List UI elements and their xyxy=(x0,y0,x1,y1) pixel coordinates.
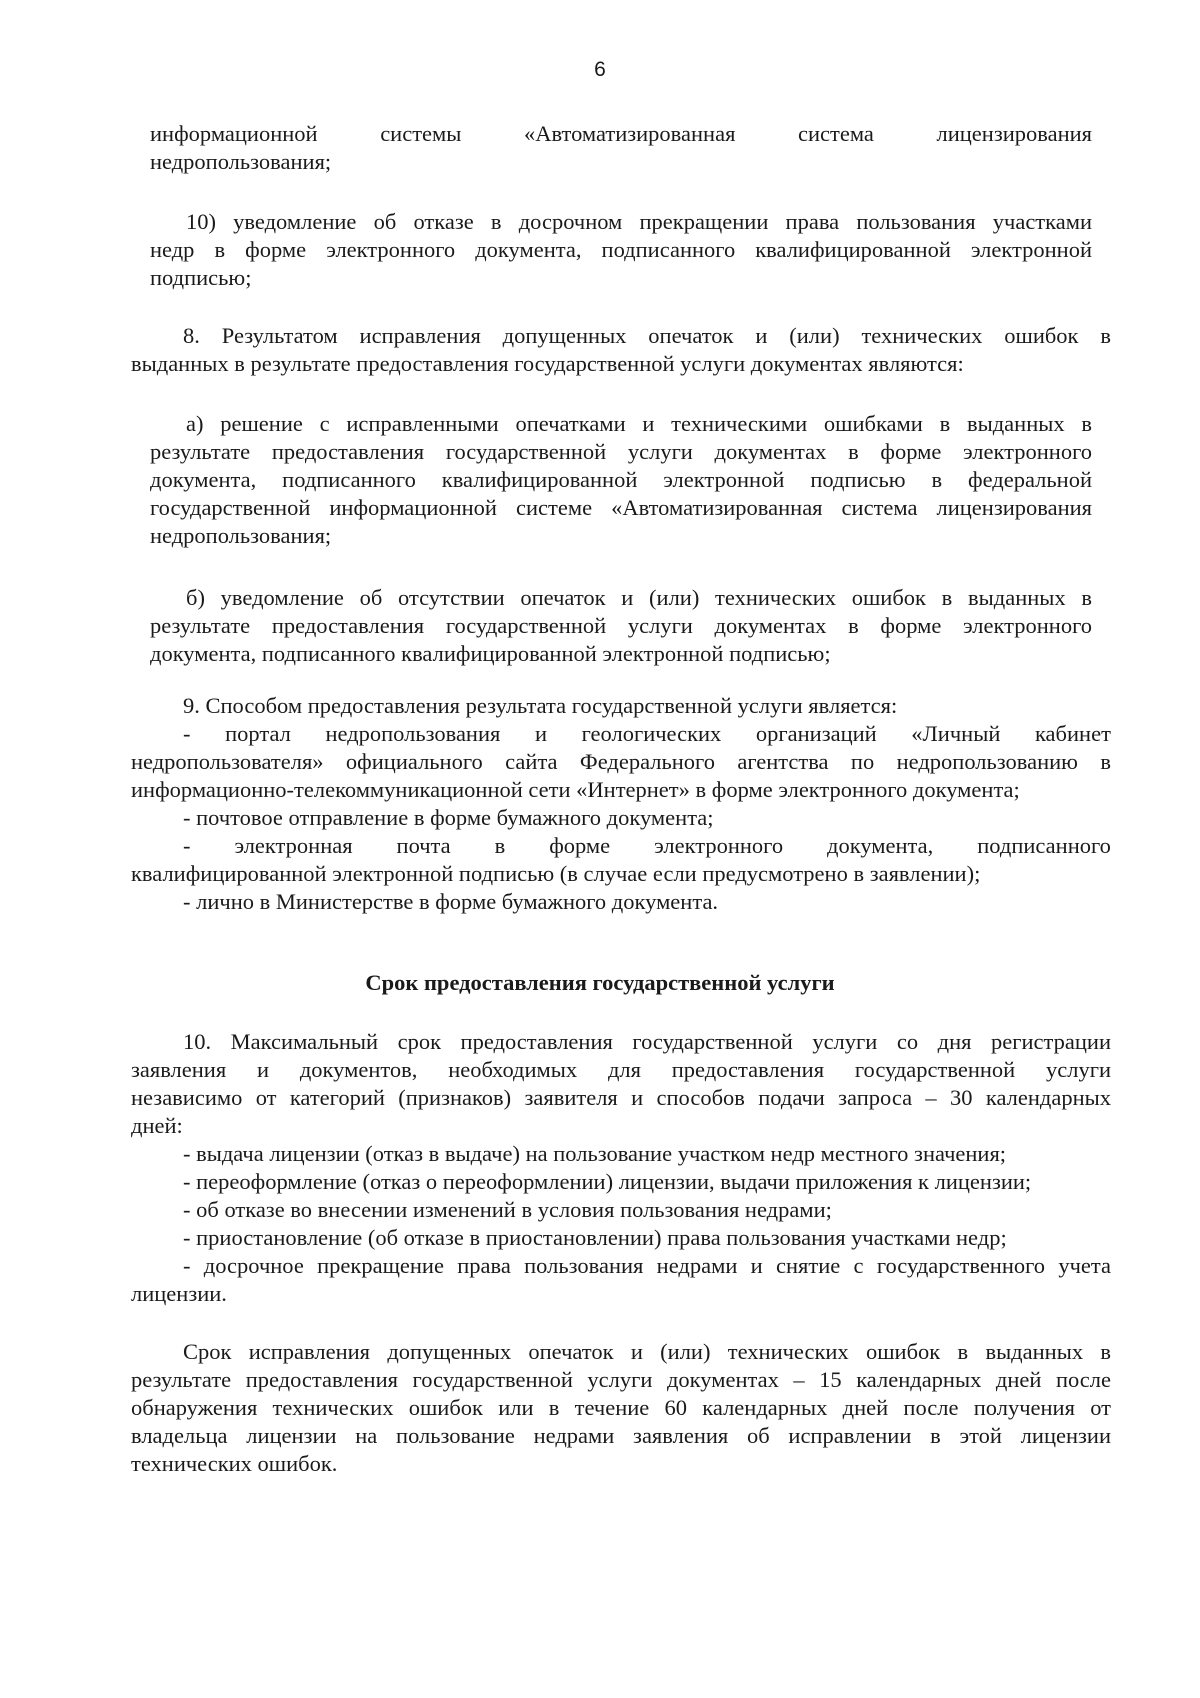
word: электронная xyxy=(234,833,353,858)
text-line: технических ошибок. xyxy=(131,1451,338,1476)
word: подписанного xyxy=(977,833,1111,858)
text-line: недр в форме электронного документа, подписанного квалифицированной электронной xyxy=(150,237,1092,262)
page-number: 6 xyxy=(594,58,606,81)
word: системы xyxy=(380,121,462,146)
word: форме xyxy=(549,833,611,858)
text-line: Срок исправления допущенных опечаток и (или) технических ошибок в выданных в xyxy=(183,1339,1111,1364)
text-line: недропользования; xyxy=(150,523,332,548)
text-line: информационно-телекоммуникационной сети «Интернет» в форме электронного документа; xyxy=(131,777,1020,802)
text-line: заявления и документов, необходимых для предоставления государственной услуги xyxy=(131,1057,1111,1082)
word: информационной xyxy=(150,121,318,146)
word: геологических xyxy=(581,721,722,746)
item-b xyxy=(150,584,1092,668)
text-line: дней: xyxy=(131,1113,183,1138)
text-line: недропользования; xyxy=(150,149,332,174)
word: «Автоматизированная xyxy=(523,121,736,146)
text-line: результате предоставления государственной услуги документах в форме электронного xyxy=(150,439,1092,464)
paragraph-8 xyxy=(131,322,1111,378)
word: в xyxy=(494,833,506,858)
item-a xyxy=(150,410,1092,550)
top-fragment-line1 xyxy=(150,120,1092,148)
text-line: независимо от категорий (признаков) заявителя и способов подачи запроса – 30 календарных xyxy=(131,1085,1111,1110)
text-line: обнаружения технических ошибок или в течение 60 календарных дней после получения от xyxy=(131,1395,1111,1420)
word: электронного xyxy=(654,833,784,858)
text-line: подписью; xyxy=(150,265,252,290)
top-fragment xyxy=(150,120,1092,176)
word: организаций xyxy=(755,721,877,746)
text-line: владельца лицензии на пользование недрами заявления об исправлении в этой лицензии xyxy=(131,1423,1111,1448)
list-item: - выдача лицензии (отказ в выдаче) на пользование участком недр местного значения; xyxy=(183,1141,1007,1166)
word: «Личный xyxy=(911,721,1001,746)
word: почта xyxy=(396,833,451,858)
text-line: - почтовое отправление в форме бумажного документа; xyxy=(183,805,714,830)
list-item: - приостановление (об отказе в приостановлении) права пользования участками недр; xyxy=(183,1225,1007,1250)
text-line: б) уведомление об отсутствии опечаток и (или) технических ошибок в выданных в xyxy=(186,585,1092,610)
item-10 xyxy=(150,208,1092,292)
text-line: выданных в результате предоставления государственной услуги документах являются: xyxy=(131,351,964,376)
word: кабинет xyxy=(1034,721,1111,746)
text-line: лицензии. xyxy=(131,1281,227,1306)
list-item: - досрочное прекращение права пользования недрами и снятие с государственного учета xyxy=(183,1253,1111,1278)
paragraph-10 xyxy=(131,1028,1111,1308)
text-line: документа, подписанного квалифицированной электронной подписью в федеральной xyxy=(150,467,1092,492)
word: портал xyxy=(225,721,291,746)
text-line: результате предоставления государственной услуги документах в форме электронного xyxy=(150,613,1092,638)
word: - xyxy=(183,833,191,858)
text-line: а) решение с исправленными опечатками и техническими ошибками в выданных в xyxy=(186,411,1092,436)
paragraph-correction-term xyxy=(131,1338,1111,1478)
text-line: результате предоставления государственной услуги документах – 15 календарных дней после xyxy=(131,1367,1111,1392)
list-item: - переоформление (отказ о переоформлении) лицензии, выдачи приложения к лицензии; xyxy=(183,1169,1032,1194)
word: лицензирования xyxy=(936,121,1092,146)
text-line: 9. Способом предоставления результата государственной услуги является: xyxy=(183,693,898,718)
list-item: - об отказе во внесении изменений в условия пользования недрами; xyxy=(183,1197,832,1222)
text-line: квалифицированной электронной подписью (в случае если предусмотрено в заявлении); xyxy=(131,861,981,886)
text-line: 8. Результатом исправления допущенных опечаток и (или) технических ошибок в xyxy=(183,323,1111,348)
text-line: - лично в Министерстве в форме бумажного документа. xyxy=(183,889,719,914)
text-line xyxy=(131,832,1111,860)
text-line: недропользователя» официального сайта Федерального агентства по недропользованию в xyxy=(131,749,1111,774)
text-line: документа, подписанного квалифицированной электронной подписью; xyxy=(150,641,831,666)
word: документа, xyxy=(827,833,934,858)
text-line: государственной информационной системе «Автоматизированная система лицензирования xyxy=(150,495,1092,520)
word: система xyxy=(798,121,874,146)
text-line: 10) уведомление об отказе в досрочном прекращении права пользования участками xyxy=(186,209,1092,234)
section-heading: Срок предоставления государственной услуги xyxy=(365,970,835,995)
text-line: 10. Максимальный срок предоставления государственной услуги со дня регистрации xyxy=(183,1029,1111,1054)
paragraph-9 xyxy=(131,692,1111,916)
word: недропользования xyxy=(325,721,501,746)
word: и xyxy=(534,721,548,746)
text-line xyxy=(131,720,1111,748)
word: - xyxy=(183,721,191,746)
